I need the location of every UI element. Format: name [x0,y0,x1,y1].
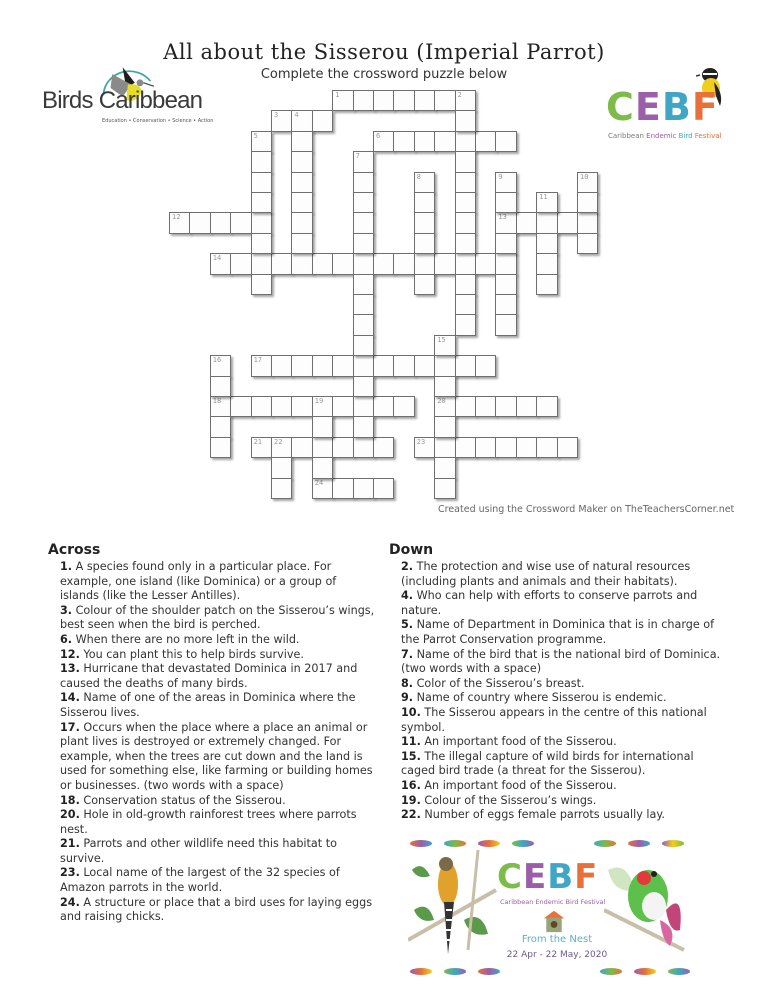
banner-letter-b: B [547,857,575,897]
clue-text: Name of one of the areas in Dominica where the Sisserou lives. [60,691,356,719]
crossword-cell[interactable] [455,437,476,458]
clue-text: Number of eggs female parrots usually lay. [424,808,665,822]
crossword-credit: Created using the Crossword Maker on TheTeachersCorner.net [438,504,735,515]
clue-number: 19. [401,793,421,807]
page-title: All about the Sisserou (Imperial Parrot) [163,40,605,64]
clue-number: 13. [60,662,80,676]
crossword-cell[interactable] [291,212,312,233]
crossword-cell[interactable] [332,355,353,376]
crossword-cell[interactable] [475,253,496,274]
across-heading: Across [48,542,101,558]
feather-border-top-left [410,840,534,848]
crossword-cell[interactable] [536,212,557,233]
crossword-cell[interactable] [353,253,374,274]
clue-number: 17 [253,356,263,365]
down-clues [389,542,724,823]
clue-number: 9. [401,691,414,705]
clue-number: 18. [60,793,80,807]
clue-number: 4 [294,111,299,120]
crossword-cell[interactable] [210,396,231,417]
crossword-cell[interactable] [271,437,292,458]
down-clue [389,735,724,750]
tody-illustration-icon [604,850,688,962]
down-clue [389,691,724,706]
clue-text: The protection and wise use of natural resources (including plants and animals and their habitats). [401,560,691,588]
crossword-cell[interactable] [353,314,374,335]
crossword-cell[interactable] [251,131,272,152]
crossword-cell[interactable] [353,212,374,233]
crossword-cell[interactable] [455,233,476,254]
across-clue [48,633,378,648]
crossword-cell[interactable] [189,212,210,233]
clue-number: 2. [401,560,414,573]
clue-number: 11 [539,193,548,201]
crossword-cell[interactable] [393,90,414,111]
crossword-cell[interactable] [251,274,272,295]
crossword-cell[interactable] [353,478,374,499]
cebf-sub-caribbean: Caribbean [608,132,647,140]
clue-number: 5 [253,131,258,140]
crossword-cell[interactable] [434,131,455,152]
down-clue [389,808,724,823]
crossword-cell[interactable] [251,396,272,417]
crossword-cell[interactable] [434,437,455,458]
crossword-cell[interactable] [373,253,394,274]
clue-number: 15 [437,335,446,344]
clue-text: Colour of the shoulder patch on the Sisserou’s wings, best seen when the bird is perched. [60,603,375,632]
clue-text: Conservation status of the Sisserou. [83,793,286,807]
crossword-cell[interactable] [353,396,374,417]
clue-text: Occurs when the place where a place an animal or plant lives is destroyed or extremely changed. For example, when the trees are cut down and the land is used for something else, like farming or building homes or businesses. (two words with a space) [60,720,373,792]
nest-box-icon [542,909,566,933]
across-clue [48,866,378,895]
down-clue [389,750,724,779]
crossword-cell[interactable] [251,172,272,193]
crossword-cell[interactable] [495,212,516,233]
clue-number: 24. [60,895,80,909]
banner-letter-c: C [497,857,523,897]
crossword-cell[interactable] [434,416,455,437]
crossword-cell[interactable] [291,192,312,213]
down-clue [389,706,724,735]
banner-letter-e: E [522,857,548,897]
cebf-letter-c: C [606,85,635,129]
across-clue [48,648,378,663]
crossword-cell[interactable] [475,131,496,152]
crossword-cell[interactable] [455,151,476,172]
crossword-cell[interactable] [577,233,598,254]
crossword-cell[interactable] [312,355,333,376]
crossword-cell[interactable] [353,416,374,437]
cebf-festival-banner [404,836,692,982]
crossword-cell[interactable] [475,355,496,376]
crossword-cell[interactable] [393,253,414,274]
crossword-cell[interactable] [414,212,435,233]
crossword-cell[interactable] [414,253,435,274]
clue-number: 16 [212,356,222,365]
crossword-cell[interactable] [516,437,537,458]
clue-number: 22 [274,437,283,446]
logo-tagline: Education • Conservation • Science • Action [102,118,214,124]
crossword-cell[interactable] [353,233,374,254]
clue-number: 11. [401,735,421,749]
crossword-cell[interactable] [332,90,353,111]
feather-border-bottom-right [600,968,690,976]
clue-number: 6 [376,131,381,140]
crossword-cell[interactable] [332,253,353,274]
crossword-cell[interactable] [353,151,374,172]
crossword-cell[interactable] [455,294,476,315]
across-clue [48,794,378,809]
crossword-cell[interactable] [291,355,312,376]
clue-number: 4. [401,589,414,603]
crossword-cell[interactable] [475,437,496,458]
crossword-cell[interactable] [312,253,333,274]
clue-text: Local name of the largest of the 32 species of Amazon parrots in the world. [60,866,340,895]
crossword-cell[interactable] [455,274,476,295]
crossword-cell[interactable] [312,416,333,437]
crossword-cell[interactable] [373,355,394,376]
cebf-sub-bird: Bird [678,132,695,140]
clue-number: 15. [401,749,421,763]
crossword-cell[interactable] [353,355,374,376]
crossword-cell[interactable] [251,212,272,233]
clue-number: 13 [498,213,507,222]
cebf-sub-endemic: Endemic [646,132,679,140]
crossword-cell[interactable] [169,212,190,233]
crossword-cell[interactable] [210,416,231,437]
across-clue [48,721,378,794]
crossword-cell[interactable] [332,437,353,458]
crossword-cell[interactable] [353,90,374,111]
clue-number: 2 [457,91,462,99]
crossword-cell[interactable] [251,355,272,376]
crossword-cell[interactable] [455,253,476,274]
down-clue [389,560,724,589]
crossword-cell[interactable] [291,396,312,417]
crossword-cell[interactable] [455,90,476,111]
clue-number: 8 [416,172,422,181]
banner-wordmark [497,858,598,896]
clue-number: 9 [498,172,503,181]
clue-number: 7 [355,152,360,161]
clue-text: Colour of the Sisserou’s wings. [424,793,597,807]
crossword-cell[interactable] [495,314,516,335]
crossword-cell[interactable] [577,212,598,233]
banner-dates: 22 Apr - 22 May, 2020 [506,950,608,960]
crossword-cell[interactable] [353,335,374,356]
crossword-cell[interactable] [230,212,251,233]
crossword-cell[interactable] [393,131,414,152]
crossword-cell[interactable] [434,253,455,274]
crossword-cell[interactable] [577,192,598,213]
crossword-cell[interactable] [495,253,516,274]
cebf-letter-b: B [661,85,692,129]
crossword-cell[interactable] [495,396,516,417]
down-clue [389,648,724,677]
feather-border-bottom-left [410,968,500,976]
crossword-cell[interactable] [434,478,455,499]
crossword-cell[interactable] [373,131,394,152]
clue-number: 1. [60,560,73,573]
crossword-cell[interactable] [434,355,455,376]
crossword-cell[interactable] [353,376,374,397]
banner-subtitle: Caribbean Endemic Bird Festival [500,898,606,906]
crossword-cell[interactable] [210,253,231,274]
clue-number: 3. [60,603,73,617]
down-clue [389,677,724,692]
crossword-cell[interactable] [434,396,455,417]
crossword-cell[interactable] [353,192,374,213]
clue-number: 24 [314,478,324,487]
cebf-sub-festival: Festival [694,132,722,140]
clue-number: 10. [401,705,421,719]
crossword-cell[interactable] [373,437,394,458]
crossword-cell[interactable] [210,212,231,233]
clue-number: 20. [60,808,80,822]
crossword-cell[interactable] [393,396,414,417]
crossword-cell[interactable] [434,376,455,397]
crossword-cell[interactable] [414,192,435,213]
crossword-cell[interactable] [312,396,333,417]
clue-text: A species found only in a particular place. For example, one island (like Dominica) or a group of islands (like the Lesser Antilles). [60,560,337,603]
crossword-cell[interactable] [271,396,292,417]
crossword-cell[interactable] [414,437,435,458]
cuckoo-illustration-icon [408,850,498,962]
crossword-cell[interactable] [455,314,476,335]
crossword-cell[interactable] [455,110,476,131]
clue-number: 8. [401,676,414,690]
crossword-cell[interactable] [291,253,312,274]
down-heading: Down [389,542,434,558]
clue-text: When there are no more left in the wild. [75,632,300,646]
crossword-cell[interactable] [495,172,516,193]
clue-number: 1 [335,91,340,99]
crossword-cell[interactable] [414,131,435,152]
clue-number: 19 [314,397,324,405]
crossword-cell[interactable] [210,376,231,397]
clue-number: 21 [253,437,263,446]
crossword-cell[interactable] [251,192,272,213]
cebf-letter-e: E [634,85,662,129]
crossword-cell[interactable] [455,212,476,233]
crossword-cell[interactable] [373,478,394,499]
down-clue [389,618,724,647]
crossword-cell[interactable] [536,274,557,295]
crossword-cell[interactable] [495,131,516,152]
crossword-cell[interactable] [353,294,374,315]
crossword-cell[interactable] [230,253,251,274]
crossword-cell[interactable] [353,274,374,295]
crossword-cell[interactable] [434,457,455,478]
crossword-cell[interactable] [312,437,333,458]
crossword-cell[interactable] [516,212,537,233]
crossword-cell[interactable] [434,335,455,356]
crossword-cell[interactable] [271,478,292,499]
crossword-cell[interactable] [495,274,516,295]
across-clues [48,542,378,925]
across-clue [48,662,378,691]
crossword-cell[interactable] [434,90,455,111]
crossword-cell[interactable] [373,396,394,417]
logo-word-birds: Birds [42,87,93,114]
crossword-cell[interactable] [536,437,557,458]
crossword-cell[interactable] [291,233,312,254]
clue-number: 21. [60,837,80,851]
crossword-cell[interactable] [455,131,476,152]
crossword-cell[interactable] [536,192,557,213]
crossword-cell[interactable] [414,172,435,193]
clue-number: 17. [60,720,80,734]
clue-text: Parrots and other wildlife need this habitat to survive. [60,837,337,865]
crossword-cell[interactable] [495,437,516,458]
crossword-cell[interactable] [557,437,578,458]
clue-text: Hole in old-growth rainforest trees where parrots nest. [60,808,357,836]
clue-text: The Sisserou appears in the centre of this national symbol. [401,705,707,734]
clue-number: 3 [274,111,279,120]
crossword-cell[interactable] [291,437,312,458]
crossword-cell[interactable] [353,437,374,458]
down-clue [389,794,724,809]
crossword-cell[interactable] [251,151,272,172]
crossword-cell[interactable] [271,110,292,131]
clue-number: 12 [172,213,181,222]
banner-letter-f: F [574,857,599,897]
clue-number: 18 [212,397,222,405]
clue-number: 23 [416,437,426,446]
crossword-cell[interactable] [332,478,353,499]
down-clue [389,589,724,618]
crossword-cell[interactable] [495,294,516,315]
logo-word-caribbean: Caribbean [98,87,203,114]
crossword-cell[interactable] [251,437,272,458]
crossword-cell[interactable] [291,131,312,152]
crossword-cell[interactable] [291,172,312,193]
crossword-cell[interactable] [332,396,353,417]
crossword-cell[interactable] [475,396,496,417]
crossword-cell[interactable] [516,396,537,417]
crossword-cell[interactable] [210,437,231,458]
crossword-cell[interactable] [455,396,476,417]
crossword-cell[interactable] [271,253,292,274]
cebf-letter-f: F [691,85,719,129]
crossword-cell[interactable] [251,233,272,254]
clue-number: 6. [60,632,73,646]
crossword-cell[interactable] [557,212,578,233]
clue-number: 14 [212,254,222,263]
feather-border-top-right [594,840,684,848]
crossword-cell[interactable] [291,151,312,172]
crossword-cell[interactable] [271,355,292,376]
crossword-cell[interactable] [455,355,476,376]
crossword-cell[interactable] [455,172,476,193]
clue-number: 14. [60,691,80,705]
crossword-cell[interactable] [414,90,435,111]
clue-number: 20 [437,397,446,405]
clue-number: 12. [60,647,80,661]
crossword-cell[interactable] [251,253,272,274]
crossword-cell[interactable] [373,90,394,111]
clue-text: Name of the bird that is the national bird of Dominica.(two words with a space) [401,647,721,676]
clue-text: A structure or place that a bird uses for laying eggs and raising chicks. [60,895,373,924]
crossword-cell[interactable] [414,233,435,254]
across-clue [48,808,378,837]
down-clue [389,779,724,794]
across-clue [48,604,378,633]
crossword-cell[interactable] [536,396,557,417]
crossword-cell[interactable] [210,355,231,376]
page-subtitle: Complete the crossword puzzle below [260,67,508,82]
clue-number: 23. [60,866,80,880]
crossword-cell[interactable] [271,457,292,478]
clue-text: An important food of the Sisserou. [424,778,617,792]
clue-number: 10 [580,172,589,181]
crossword-cell[interactable] [393,355,414,376]
crossword-cell[interactable] [312,457,333,478]
crossword-cell[interactable] [414,355,435,376]
crossword-cell[interactable] [414,274,435,295]
crossword-cell[interactable] [455,192,476,213]
clue-number: 7. [401,647,414,661]
clue-number: 22. [401,808,421,822]
clue-text: You can plant this to help birds survive. [83,647,304,661]
crossword-cell[interactable] [312,478,333,499]
crossword-cell[interactable] [495,233,516,254]
across-clue [48,691,378,720]
across-clue [48,560,378,604]
crossword-cell[interactable] [577,172,598,193]
across-clue [48,837,378,866]
crossword-cell[interactable] [353,172,374,193]
crossword-cell[interactable] [312,110,333,131]
crossword-cell[interactable] [495,192,516,213]
clue-text: Who can help with efforts to conserve parrots and nature. [401,589,698,617]
clue-text: Name of Department in Dominica that is in charge of the Parrot Conservation programme. [401,618,715,646]
clue-text: Color of the Sisserou’s breast. [416,676,585,690]
banner-theme: From the Nest [521,934,593,945]
clue-text: Name of country where Sisserou is endemic. [416,691,667,705]
crossword-cell[interactable] [291,110,312,131]
clue-text: Hurricane that devastated Dominica in 2017 and caused the deaths of many birds. [60,662,358,690]
crossword-cell[interactable] [230,396,251,417]
across-clue [48,896,378,925]
clue-number: 5. [401,618,414,632]
clue-text: An important food of the Sisserou. [424,735,617,749]
clue-text: The illegal capture of wild birds for international caged bird trade (a threat for the Sisserou). [401,749,694,778]
crossword-cell[interactable] [536,253,557,274]
crossword-cell[interactable] [536,233,557,254]
clue-number: 16. [401,778,421,792]
